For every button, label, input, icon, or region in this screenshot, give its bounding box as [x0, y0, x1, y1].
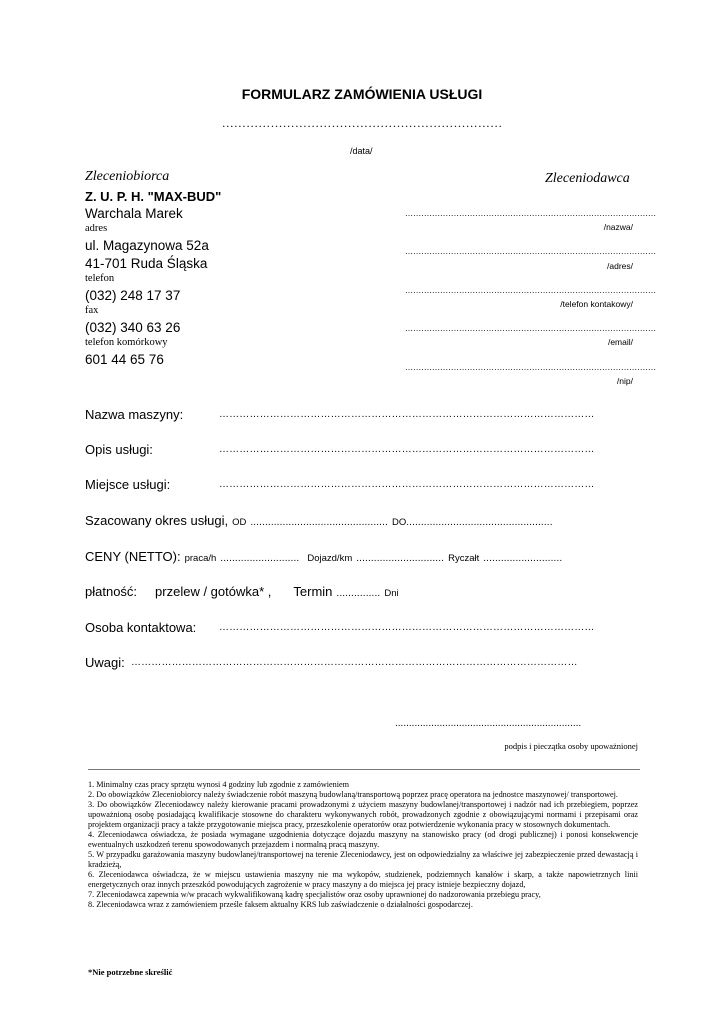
contractor-phone-label: telefon [85, 273, 115, 284]
term-item: 3. Do obowiązków Zleceniodawcy należy kierowanie pracami prowadzonymi z użyciem maszyny budowlanej/transportowej i nadzór nad ich przebiegiem, poprzez upoważnioną osobę posiadającą kwalifikacje stosowne do charakteru wykonywanych robót, prowadzonych zgodnie z obowiązującymi normami i przepisami oraz projektem organizacji pracy a także przygotowanie miejsca pracy, przeszkolenie operatorów oraz potwierdzenie wykonania pracy w stosownych dokumentach. [88, 800, 638, 829]
service-location-field[interactable]: ………………………………………………………………………………………………… [219, 479, 595, 490]
contractor-person: Warchala Marek [85, 206, 183, 221]
term-field[interactable]: ............... [336, 588, 381, 599]
notes-label: Uwagi: [85, 655, 125, 670]
client-email-label: /email/ [607, 337, 633, 347]
signature-field[interactable]: ................................................................... [395, 718, 582, 729]
client-name-field[interactable]: ………………………………………………………………………………… [405, 209, 657, 218]
term-item: 2. Do obowiązków Zleceniobiorcy należy świadczenie robót maszyną budowlaną/transportową poprzez pracę operatora na jednostce maszynowej/ transportowej. [88, 790, 618, 799]
flat-rate-label: Ryczałt [448, 553, 480, 564]
contractor-mobile: 601 44 65 76 [85, 352, 164, 367]
flat-rate-field[interactable]: ........................... [483, 553, 563, 564]
payment-row [85, 583, 399, 601]
client-nip-label: /nip/ [616, 376, 633, 386]
contractor-address-label: adres [85, 223, 108, 234]
signature-label: podpis i pieczątka osoby upoważnionej [504, 741, 638, 751]
payment-label: płatność: [85, 584, 138, 599]
prices-label: CENY (NETTO): [85, 549, 181, 564]
client-address-field[interactable]: ………………………………………………………………………………… [405, 247, 657, 256]
contractor-street: ul. Magazynowa 52a [85, 238, 209, 253]
period-from-label: OD [232, 517, 247, 528]
contractor-heading: Zleceniobiorca [85, 169, 170, 184]
contractor-fax: (032) 340 63 26 [85, 320, 181, 335]
client-name-label: /nazwa/ [603, 222, 633, 232]
term-item: 5. W przypadku garażowania maszyny budowlanej/transportowej na terenie Zleceniodawcy, jest on odpowiedzialny za właściwe jej zabezpieczenie przed dewastacją i kradzieżą, [88, 850, 638, 869]
terms-list [88, 780, 638, 910]
term-item: 6. Zleceniodawca oświadcza, że w miejscu ustawienia maszyny nie ma wykopów, studzienek, podziemnych kanałów i skarp, a także napowietrznych linii energetycznych oraz innych przeszkód powodujących zagrożenie w pracy maszyny a do miejsca jej pracy istnieje bezpieczny dojazd, [88, 870, 638, 889]
service-description-field[interactable]: ………………………………………………………………………………………………… [219, 444, 595, 455]
client-phone-field[interactable]: ………………………………………………………………………………… [405, 286, 657, 295]
client-heading: Zleceniodawca [545, 171, 630, 186]
contractor-phone: (032) 248 17 37 [85, 288, 181, 303]
contractor-mobile-label: telefon komórkowy [85, 337, 168, 348]
date-field[interactable]: …………………………………………………………… [221, 116, 503, 130]
service-location-label: Miejsce usługi: [85, 477, 171, 492]
contractor-company: Z. U. P. H. "MAX-BUD" [85, 189, 222, 204]
prices-row [85, 548, 562, 566]
client-address-label: /adres/ [607, 261, 633, 271]
term-item: 7. Zleceniodawca zapewnia w/w pracach wykwalifikowaną kadrę specjalistów oraz osoby uprawnionej do nadzorowania przebiegu pracy, [88, 890, 541, 899]
service-description-label: Opis usługi: [85, 442, 153, 457]
hourly-rate-label: praca/h [184, 553, 217, 564]
contact-person-field[interactable]: ………………………………………………………………………………………………… [219, 622, 595, 633]
payment-options[interactable]: przelew / gotówka* , [155, 584, 272, 599]
hourly-rate-field[interactable]: ........................... [220, 553, 300, 564]
term-item: 4. Zleceniodawca oświadcza, że posiada wymagane uzgodnienia dotyczące dojazdu maszyny na stanowisko pracy (od drogi publicznej) i ponosi konsekwencje ewentualnych uszkodzeń terenu spowodowanych przejazdem i normalną pracą maszyny. [88, 830, 638, 849]
notes-field[interactable]: …………………………………………………………………………………………………………………… [131, 657, 578, 668]
date-label: /data/ [350, 146, 373, 156]
service-period-row [85, 512, 553, 530]
client-nip-field[interactable]: ………………………………………………………………………………… [405, 363, 657, 372]
contractor-city: 41-701 Ruda Śląska [85, 256, 208, 271]
period-to-field[interactable]: .................................................. [406, 517, 553, 528]
machine-name-field[interactable]: ………………………………………………………………………………………………… [219, 409, 595, 420]
terms-divider [88, 769, 640, 770]
contact-person-label: Osoba kontaktowa: [85, 620, 197, 635]
footnote: *Nie potrzebne skreślić [88, 967, 173, 977]
period-to-label: DO [391, 517, 407, 528]
travel-rate-field[interactable]: .............................. [356, 553, 445, 564]
term-label: Termin [293, 584, 333, 599]
client-phone-label: /telefon kontakowy/ [560, 299, 633, 309]
period-from-field[interactable]: ............................................... [250, 517, 388, 528]
term-unit: Dni [384, 588, 399, 599]
machine-name-label: Nazwa maszyny: [85, 407, 184, 422]
travel-rate-label: Dojazd/km [307, 553, 353, 564]
term-item: 8. Zleceniodawca wraz z zamówieniem prześle faksem aktualny KRS lub zaświadczenie o działalności gospodarczej. [88, 900, 473, 909]
term-item: 1. Minimalny czas pracy sprzętu wynosi 4 godziny lub zgodnie z zamówieniem [88, 780, 350, 789]
form-title: FORMULARZ ZAMÓWIENIA USŁUGI [241, 86, 483, 102]
client-email-field[interactable]: ………………………………………………………………………………… [405, 324, 657, 333]
service-period-label: Szacowany okres usługi, [85, 513, 229, 528]
contractor-fax-label: fax [85, 305, 99, 316]
